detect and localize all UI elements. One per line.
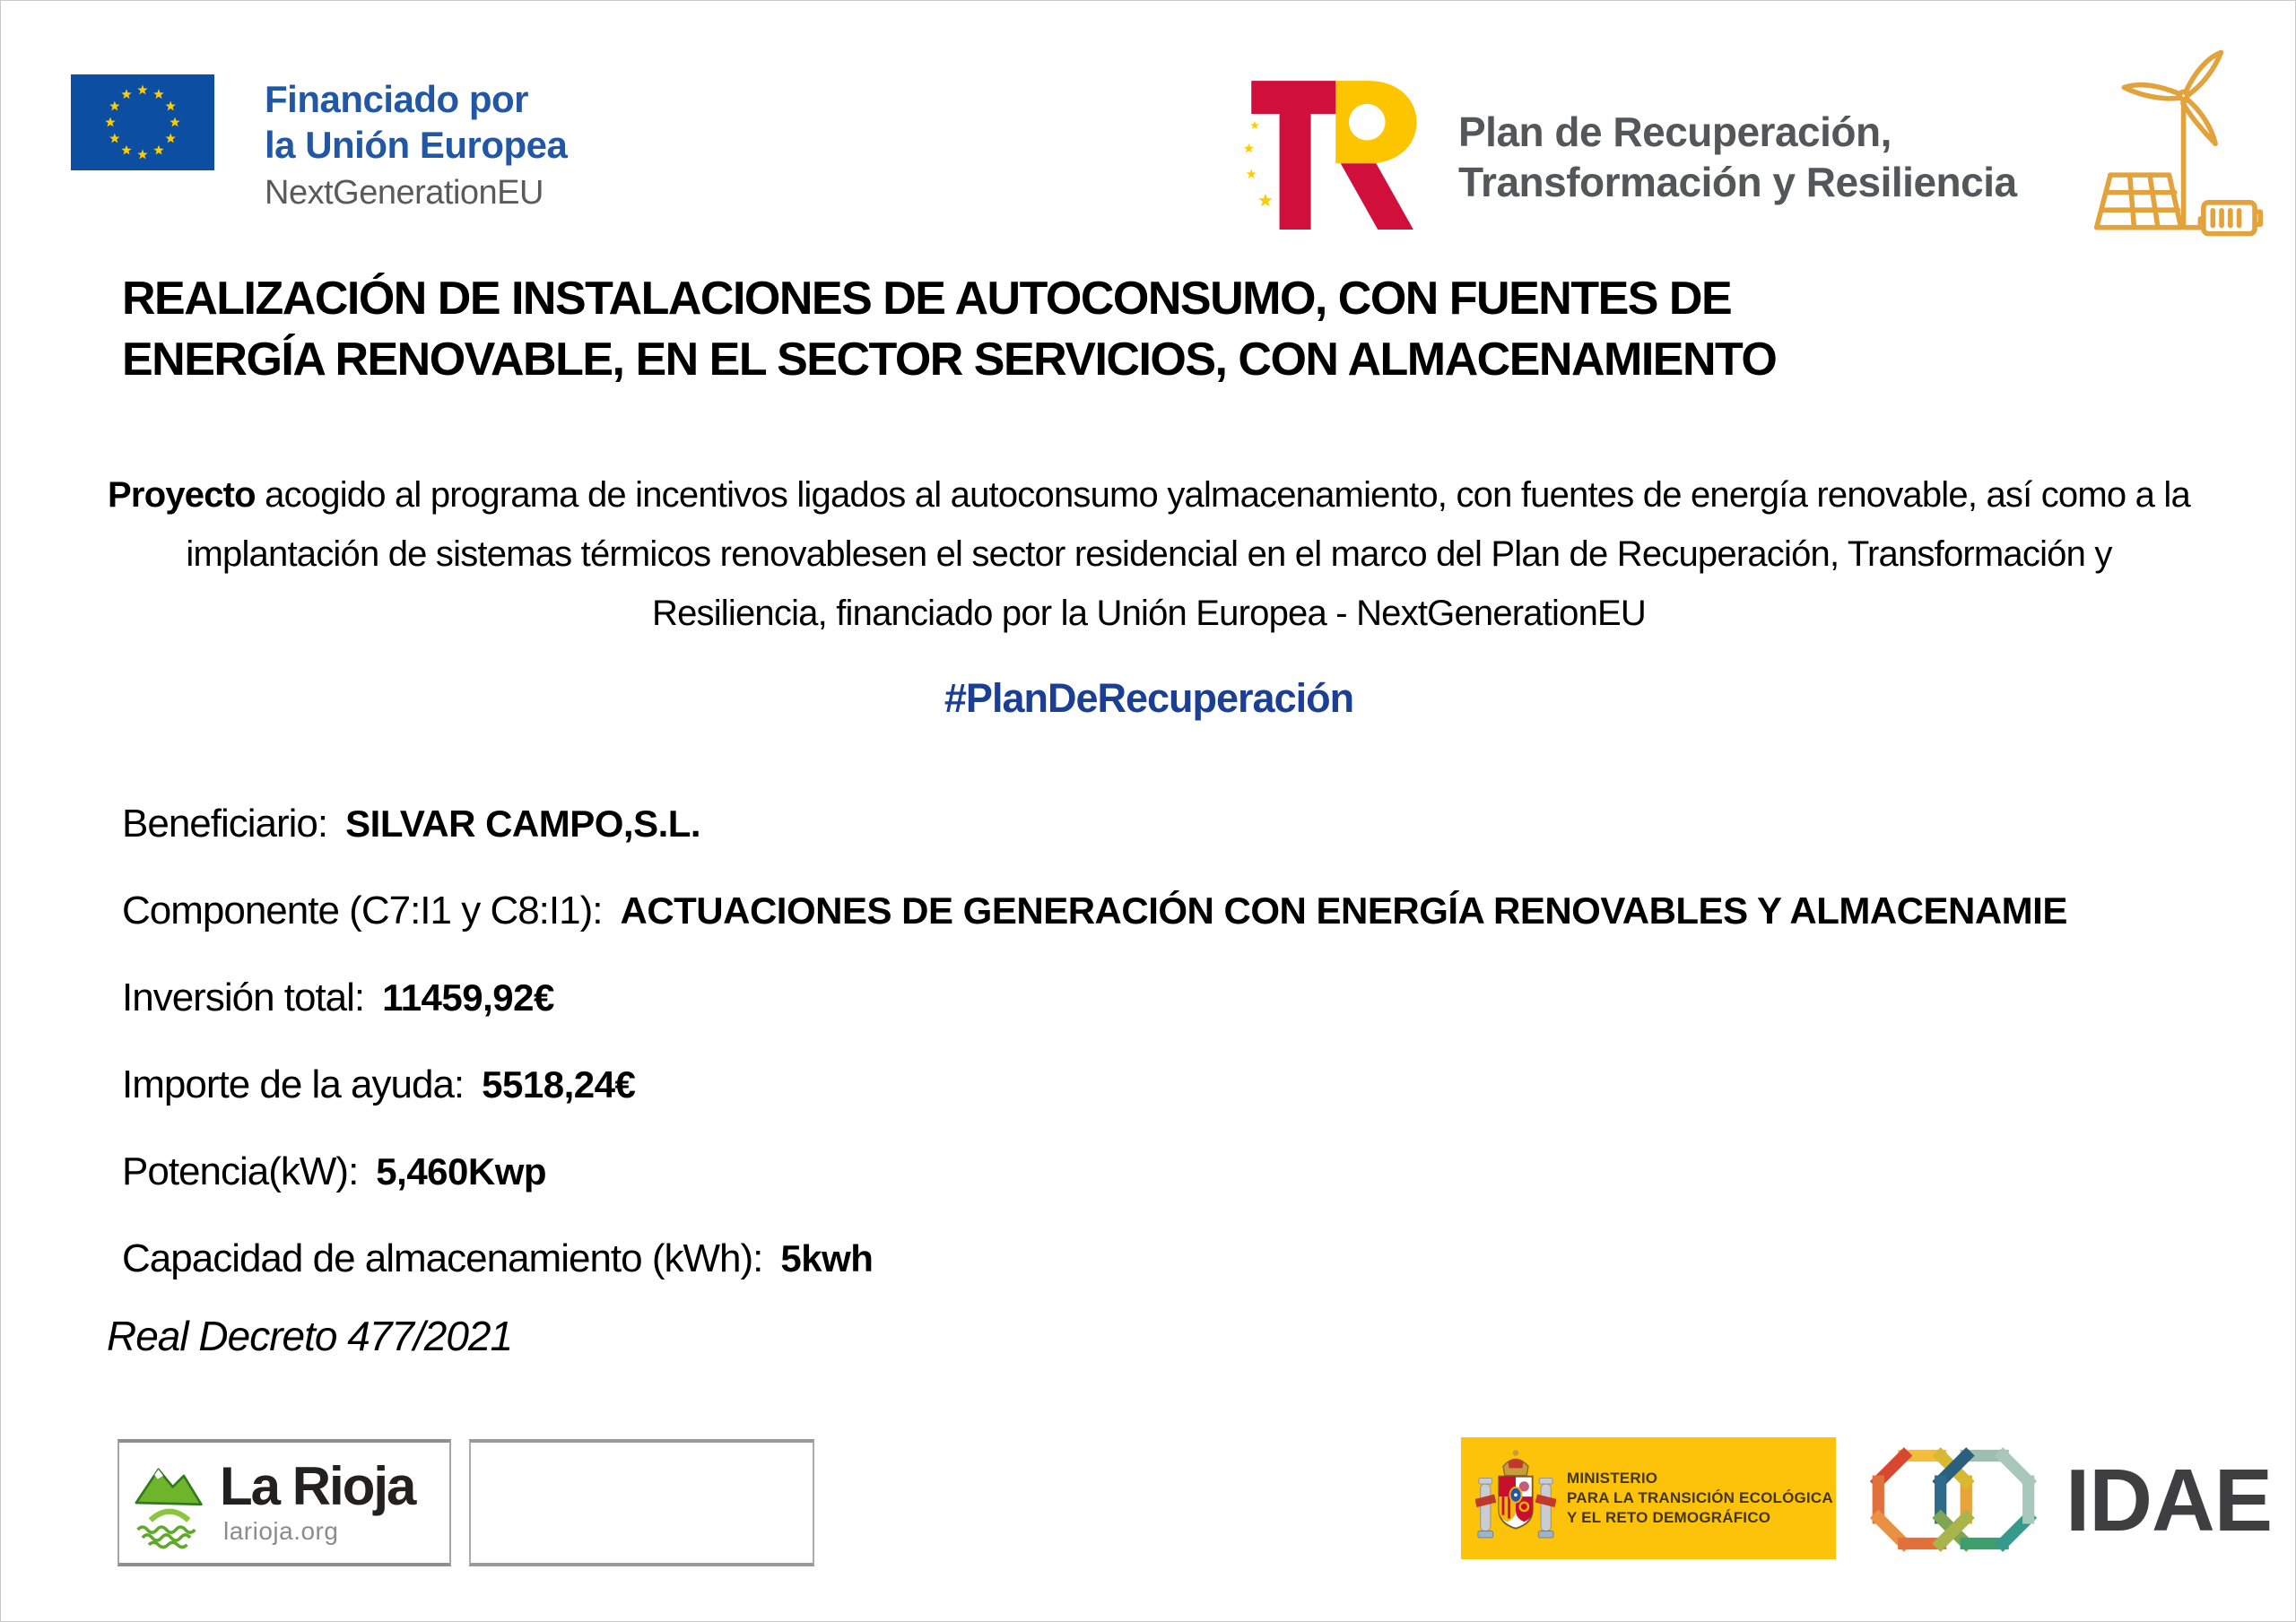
intro-text: acogido al programa de incentivos ligados al autoconsumo yalmacenamiento, con fuentes de energía renovable, así como a la implantación de sistemas térmicos renovablesen el sector residencial en el marco del Plan de Recuperación, Transformación y Resiliencia, financiado por la Unión Europea - NextGenerationEU <box>186 475 2190 633</box>
ministerio-line2: PARA LA TRANSICIÓN ECOLÓGICA <box>1567 1489 1833 1506</box>
field-row-potencia <box>122 1149 2067 1194</box>
field-value: 11459,92€ <box>382 976 554 1019</box>
fields-list <box>122 802 2067 1281</box>
intro-lead: Proyecto <box>108 475 256 515</box>
idae-logo-block <box>1865 1434 2272 1566</box>
royal-decree: Real Decreto 477/2021 <box>107 1313 513 1359</box>
spain-coat-of-arms-icon <box>1475 1446 1556 1550</box>
field-row-componente <box>122 889 2067 933</box>
field-row-beneficiario <box>122 802 2067 846</box>
field-row-importe <box>122 1063 2067 1107</box>
prtr-tr-icon <box>1243 60 1433 241</box>
larioja-logo-box <box>117 1439 451 1566</box>
ministerio-line1: MINISTERIO <box>1567 1470 1658 1487</box>
ministerio-logo-box <box>1461 1437 1836 1559</box>
empty-logo-box <box>469 1439 814 1566</box>
larioja-wordmark: La Rioja <box>220 1456 415 1516</box>
field-label: Inversión total: <box>122 976 365 1019</box>
ministerio-line3: Y EL RETO DEMOGRÁFICO <box>1567 1509 1771 1526</box>
eu-flag-icon <box>71 74 214 170</box>
field-value: SILVAR CAMPO,S.L. <box>345 802 701 845</box>
field-row-inversion <box>122 976 2067 1020</box>
field-row-capacidad <box>122 1236 2067 1281</box>
field-value: 5kwh <box>780 1237 874 1279</box>
field-label: Componente (C7:I1 y C8:I1): <box>122 889 603 932</box>
eu-funded-line2: la Unión Europea <box>265 124 568 166</box>
field-label: Capacidad de almacenamiento (kWh): <box>122 1236 763 1280</box>
renewables-icon <box>2083 35 2267 241</box>
prtr-title-line2: Transformación y Resiliencia <box>1458 159 2017 205</box>
field-value: 5518,24€ <box>482 1063 636 1106</box>
field-label: Importe de la ayuda: <box>122 1063 465 1106</box>
page-title-line2: ENERGÍA RENOVABLE, EN EL SECTOR SERVICIOS, CON ALMACENAMIENTO <box>122 334 1777 386</box>
page-title <box>122 268 2041 390</box>
larioja-mountain-icon <box>128 1453 211 1553</box>
prtr-logo-block <box>1243 60 2017 241</box>
field-value: 5,460Kwp <box>376 1150 547 1193</box>
idae-octagons-icon <box>1865 1434 2044 1566</box>
field-value: ACTUACIONES DE GENERACIÓN CON ENERGÍA RENOVABLES Y ALMACENAMIE <box>620 889 2067 932</box>
idae-wordmark: IDAE <box>2066 1451 2273 1549</box>
page-title-line1: REALIZACIÓN DE INSTALACIONES DE AUTOCONSUMO, CON FUENTES DE <box>122 273 1732 325</box>
prtr-title-line1: Plan de Recuperación, <box>1458 108 1892 155</box>
eu-funded-line1: Financiado por <box>265 78 529 120</box>
field-label: Beneficiario: <box>122 802 328 846</box>
intro-paragraph <box>100 465 2198 643</box>
eu-funding-logo <box>71 74 567 214</box>
eu-nextgen-label: NextGenerationEU <box>265 174 544 212</box>
hashtag: #PlanDeRecuperación <box>944 675 1354 721</box>
larioja-url: larioja.org <box>223 1517 339 1545</box>
field-label: Potencia(kW): <box>122 1149 359 1193</box>
